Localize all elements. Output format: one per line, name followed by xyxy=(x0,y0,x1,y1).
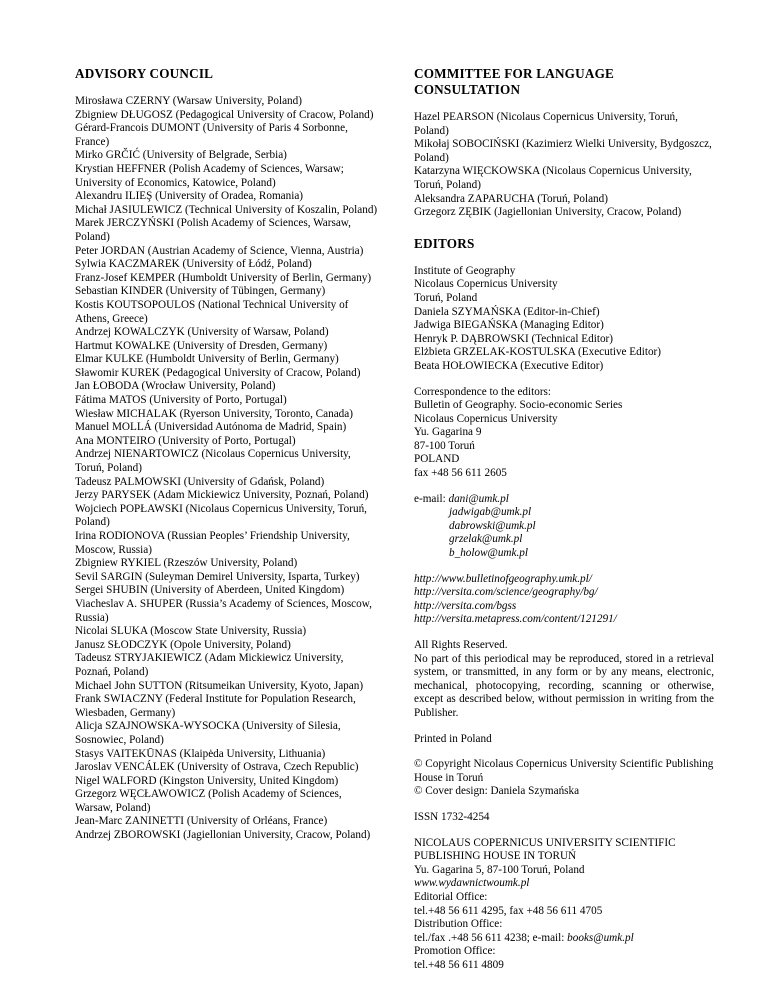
language-member: Hazel PEARSON (Nicolaus Copernicus University, Toruń, Poland) xyxy=(414,111,678,137)
advisory-member: Franz-Josef KEMPER (Humboldt University of Berlin, Germany) xyxy=(75,271,372,284)
advisory-member: Wojciech POPŁAWSKI (Nicolaus Copernicus University, Toruń, Poland) xyxy=(75,502,367,529)
right-column xyxy=(414,66,714,972)
publisher-name: NICOLAUS COPERNICUS UNIVERSITY SCIENTIFIC PUBLISHING HOUSE IN TORUŃ xyxy=(414,836,676,863)
editor-in-chief: Daniela SZYMAŃSKA (Editor-in-Chief) xyxy=(414,305,600,318)
advisory-member: Tadeusz STRYJAKIEWICZ (Adam Mickiewicz University, Poznań, Poland) xyxy=(75,652,344,678)
advisory-council-heading: ADVISORY COUNCIL xyxy=(75,66,214,81)
publisher-block xyxy=(414,837,714,973)
advisory-member: Wiesław MICHALAK (Ryerson University, Toronto, Canada) xyxy=(75,407,353,420)
url-list xyxy=(414,573,714,627)
advisory-member: Janusz SŁODCZYK (Opole University, Poland) xyxy=(75,638,291,651)
advisory-member: Gérard-Francois DUMONT (University of Paris 4 Sorbonne, France) xyxy=(75,122,348,148)
advisory-member: Andrzej KOWALCZYK (University of Warsaw, Poland) xyxy=(75,326,329,339)
editorial-office-contact: tel.+48 56 611 4295, fax +48 56 611 4705 xyxy=(414,904,603,917)
email-first-line xyxy=(414,493,714,507)
publisher-website-link[interactable]: www.wydawnictwoumk.pl xyxy=(414,877,530,890)
advisory-member: Hartmut KOWALKE (University of Dresden, Germany) xyxy=(75,339,328,352)
advisory-member: Marek JERCZYŃSKI (Polish Academy of Sciences, Warsaw, Poland) xyxy=(75,217,351,243)
advisory-member: Irina RODIONOVA (Russian Peoples’ Friendship University, Moscow, Russia) xyxy=(75,530,350,556)
email-link[interactable]: b_holow@umk.pl xyxy=(449,547,528,560)
printed-note: Printed in Poland xyxy=(414,732,492,745)
distribution-email-link[interactable]: books@umk.pl xyxy=(567,931,634,944)
advisory-member: Sylwia KACZMAREK (University of Łódź, Poland) xyxy=(75,258,312,271)
url-link[interactable]: http://versita.com/bgss xyxy=(414,599,517,612)
correspondence-line: Yu. Gagarina 9 xyxy=(414,426,482,439)
advisory-member: Kostis KOUTSOPOULOS (National Technical University of Athens, Greece) xyxy=(75,298,349,325)
correspondence-line: Correspondence to the editors: xyxy=(414,385,552,398)
advisory-member: Nicolai SLUKA (Moscow State University, Russia) xyxy=(75,625,307,638)
editors-heading: EDITORS xyxy=(414,235,475,251)
executive-editor: Beata HOŁOWIECKA (Executive Editor) xyxy=(414,359,604,372)
advisory-member: Sevil SARGIN (Suleyman Demirel University, Isparta, Turkey) xyxy=(75,570,360,583)
url-link[interactable]: http://versita.metapress.com/content/121291/ xyxy=(414,613,617,626)
distribution-contact-text: tel./fax .+48 56 611 4238; e-mail: xyxy=(414,931,568,944)
advisory-member: Sergei SHUBIN (University of Aberdeen, United Kingdom) xyxy=(75,584,345,597)
email-link[interactable]: jadwigab@umk.pl xyxy=(449,506,532,519)
editors-line: Toruń, Poland xyxy=(414,291,478,304)
advisory-member: Andrzej ZBOROWSKI (Jagiellonian University, Cracow, Poland) xyxy=(75,829,371,842)
advisory-member: Jerzy PARYSEK (Adam Mickiewicz University, Poznań, Poland) xyxy=(75,489,369,502)
advisory-member: Stasys VAITEKŪNAS (Klaipėda University, Lithuania) xyxy=(75,747,326,760)
advisory-member: Alicja SZAJNOWSKA-WYSOCKA (University of Silesia, Sosnowiec, Poland) xyxy=(75,720,341,746)
correspondence-line: 87-100 Toruń xyxy=(414,439,475,452)
managing-editor: Jadwiga BIEGAŃSKA (Managing Editor) xyxy=(414,319,604,332)
editors-list xyxy=(414,265,714,374)
correspondence-line: POLAND xyxy=(414,453,460,466)
advisory-member: Viacheslav A. SHUPER (Russia’s Academy of Sciences, Moscow, Russia) xyxy=(75,597,372,624)
advisory-member: Fátima MATOS (University of Porto, Portugal) xyxy=(75,394,287,407)
advisory-member: Zbigniew RYKIEL (Rzeszów University, Poland) xyxy=(75,557,298,570)
editors-line: Nicolaus Copernicus University xyxy=(414,278,558,291)
distribution-office-contact xyxy=(414,932,714,946)
language-member: Grzegorz ZĘBIK (Jagiellonian University, Cracow, Poland) xyxy=(414,206,682,219)
language-committee-list xyxy=(414,111,714,220)
email-block xyxy=(414,493,714,561)
email-label: e-mail: xyxy=(414,492,449,505)
left-column xyxy=(75,66,380,843)
language-member: Mikołaj SOBOCIŃSKI (Kazimierz Wielki University, Bydgoszcz, Poland) xyxy=(414,138,712,164)
url-link[interactable]: http://www.bulletinofgeography.umk.pl/ xyxy=(414,572,592,585)
language-committee-heading: COMMITTEE FOR LANGUAGE CONSULTATION xyxy=(414,66,615,97)
advisory-member: Andrzej NIENARTOWICZ (Nicolaus Copernicus University, Toruń, Poland) xyxy=(75,448,351,475)
advisory-member: Jean-Marc ZANINETTI (University of Orléans, France) xyxy=(75,815,328,828)
advisory-member: Michał JASIULEWICZ (Technical University of Koszalin, Poland) xyxy=(75,203,378,216)
language-member: Katarzyna WIĘCKOWSKA (Nicolaus Copernicus University, Toruń, Poland) xyxy=(414,165,692,191)
advisory-member: Mirosława CZERNY (Warsaw University, Poland) xyxy=(75,95,302,107)
correspondence-block xyxy=(414,386,714,481)
advisory-member: Sebastian KINDER (University of Tübingen, Germany) xyxy=(75,285,326,298)
advisory-member: Jaroslav VENCÁLEK (University of Ostrava, Czech Republic) xyxy=(75,761,359,774)
issn: ISSN 1732-4254 xyxy=(414,810,490,823)
publisher-address: Yu. Gagarina 5, 87-100 Toruń, Poland xyxy=(414,863,585,876)
rights-text: No part of this periodical may be reproduced, stored in a retrieval system, or transmitted, in any form or by any means, electronic, mechanical, photocopying, recording, scanning or otherwise, except as described below, without permission in writing from the Publisher. xyxy=(414,652,714,719)
correspondence-line: Bulletin of Geography. Socio-economic Series xyxy=(414,399,623,412)
advisory-member: Sławomir KUREK (Pedagogical University of Cracow, Poland) xyxy=(75,366,361,379)
advisory-council-list xyxy=(75,95,380,843)
executive-editor: Elżbieta GRZELAK-KOSTULSKA (Executive Editor) xyxy=(414,346,661,359)
advisory-member: Zbigniew DŁUGOSZ (Pedagogical University of Cracow, Poland) xyxy=(75,108,374,121)
advisory-member: Nigel WALFORD (Kingston University, United Kingdom) xyxy=(75,774,339,787)
advisory-member: Manuel MOLLÁ (Universidad Autónoma de Madrid, Spain) xyxy=(75,421,347,434)
editorial-office-label: Editorial Office: xyxy=(414,890,488,903)
correspondence-line: Nicolaus Copernicus University xyxy=(414,412,558,425)
advisory-member: Ana MONTEIRO (University of Porto, Portugal) xyxy=(75,434,296,447)
promotion-office-label: Promotion Office: xyxy=(414,945,496,958)
language-member: Aleksandra ZAPARUCHA (Toruń, Poland) xyxy=(414,192,608,205)
fax-number: fax +48 56 611 2605 xyxy=(414,467,507,480)
copyright-line: © Copyright Nicolaus Copernicus University Scientific Publishing House in Toruń xyxy=(414,758,714,784)
email-link[interactable]: dabrowski@umk.pl xyxy=(449,519,536,532)
promotion-office-contact: tel.+48 56 611 4809 xyxy=(414,958,504,971)
editors-line: Institute of Geography xyxy=(414,264,516,277)
advisory-member: Grzegorz WĘCŁAWOWICZ (Polish Academy of Sciences, Warsaw, Poland) xyxy=(75,788,342,814)
advisory-member: Peter JORDAN (Austrian Academy of Science, Vienna, Austria) xyxy=(75,244,364,257)
advisory-member: Alexandru ILIEŞ (University of Oradea, Romania) xyxy=(75,190,304,203)
advisory-member: Krystian HEFFNER (Polish Academy of Sciences, Warsaw; University of Economics, Katowice, Poland) xyxy=(75,162,344,189)
copyright-block xyxy=(414,758,714,799)
advisory-member: Mirko GRČIĆ (University of Belgrade, Serbia) xyxy=(75,149,287,162)
advisory-member: Jan ŁOBODA (Wrocław University, Poland) xyxy=(75,380,276,393)
advisory-member: Tadeusz PALMOWSKI (University of Gdańsk, Poland) xyxy=(75,475,325,488)
email-link[interactable]: grzelak@umk.pl xyxy=(449,533,523,546)
rights-block xyxy=(414,639,714,721)
advisory-member: Michael John SUTTON (Ritsumeikan University, Kyoto, Japan) xyxy=(75,679,364,692)
rights-title: All Rights Reserved. xyxy=(414,639,508,651)
advisory-member: Frank SWIACZNY (Federal Institute for Population Research, Wiesbaden, Germany) xyxy=(75,693,356,719)
advisory-member: Elmar KULKE (Humboldt University of Berlin, Germany) xyxy=(75,353,339,366)
email-link[interactable]: dani@umk.pl xyxy=(448,492,509,505)
cover-design-line: © Cover design: Daniela Szymańska xyxy=(414,785,580,798)
url-link[interactable]: http://versita.com/science/geography/bg/ xyxy=(414,586,598,599)
technical-editor: Henryk P. DĄBROWSKI (Technical Editor) xyxy=(414,332,613,345)
distribution-office-label: Distribution Office: xyxy=(414,918,503,931)
